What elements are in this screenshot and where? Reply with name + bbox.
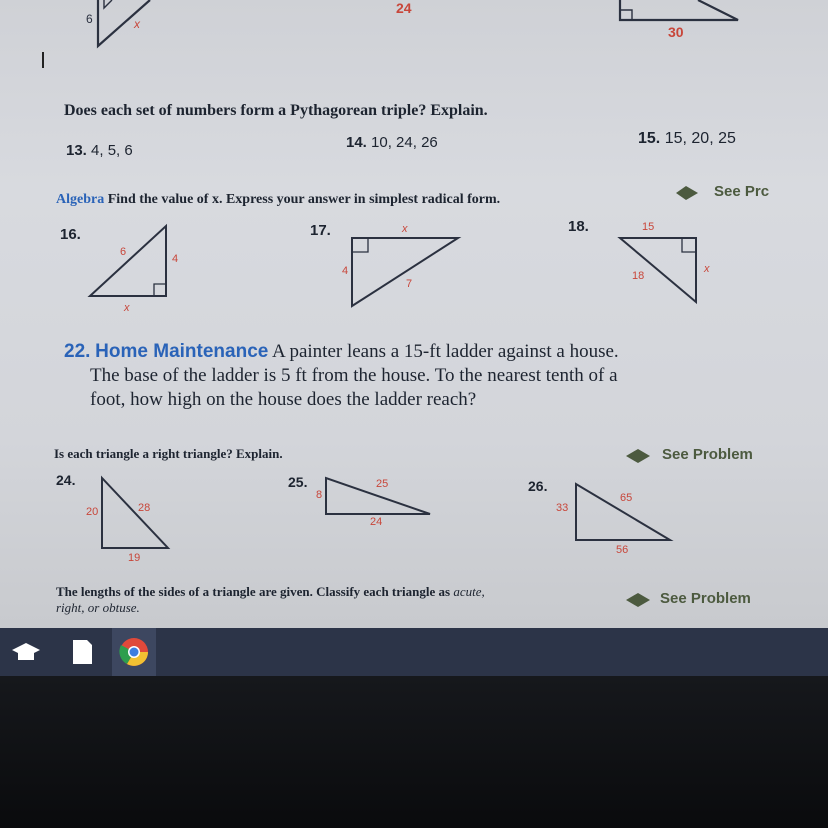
- tri25-label-24: 24: [370, 516, 383, 528]
- right-item-24-number: 24.: [56, 472, 76, 488]
- problem-22-line3: foot, how high on the house does the ladder reach?: [90, 389, 477, 410]
- tri25-label-8: 8: [316, 489, 323, 501]
- tri16-label-x: x: [124, 302, 130, 314]
- tri26-label-56: 56: [616, 544, 629, 556]
- problem-22-line1: A painter leans a 15-ft ladder against a house.: [272, 341, 619, 362]
- top-right-label: 30: [668, 24, 684, 40]
- classify-instruction: The lengths of the sides of a triangle are given. Classify each triangle as acute, right, or obtuse.: [56, 584, 485, 615]
- monitor-bezel: [0, 676, 828, 828]
- right-triangle-heading: Is each triangle a right triangle? Explain.: [54, 446, 283, 461]
- problem-22-topic: Home Maintenance: [95, 341, 269, 362]
- right-triangle-see-problem-link[interactable]: See Problem: [662, 446, 753, 463]
- tri26-label-33: 33: [556, 502, 569, 514]
- top-left-label-6: 6: [86, 12, 93, 26]
- document-button[interactable]: [64, 634, 100, 670]
- tri18-label-18: 18: [632, 270, 645, 282]
- tri16-label-6: 6: [120, 246, 127, 258]
- top-left-label-x: x: [134, 17, 140, 31]
- algebra-item-16-number: 16.: [60, 226, 81, 243]
- chrome-button[interactable]: [112, 628, 156, 676]
- taskbar: [0, 628, 828, 676]
- pyth-item-15: 15. 15, 20, 25: [638, 130, 736, 147]
- tri24-label-28: 28: [138, 502, 151, 514]
- problem-22-line2: The base of the ladder is 5 ft from the house. To the nearest tenth of a: [90, 365, 618, 386]
- tri17-label-4: 4: [342, 265, 349, 277]
- pyth-item-13: 13. 4, 5, 6: [66, 142, 133, 159]
- problem-22-number: 22.: [64, 341, 91, 362]
- algebra-see-problem-link[interactable]: See Prc: [714, 183, 770, 200]
- document-icon: [64, 634, 100, 670]
- tri17-label-x: x: [402, 223, 408, 235]
- algebra-tag: Algebra: [56, 192, 105, 207]
- pyth-item-14: 14. 10, 24, 26: [346, 134, 438, 151]
- tri16-label-4: 4: [172, 253, 179, 265]
- tri24-label-19: 19: [128, 552, 141, 564]
- right-item-25-number: 25.: [288, 474, 308, 490]
- classroom-icon: [8, 634, 44, 670]
- tri25-label-25: 25: [376, 478, 389, 490]
- classroom-button[interactable]: [8, 634, 44, 670]
- tri18-label-x: x: [704, 263, 710, 275]
- text-cursor: [42, 52, 44, 68]
- chrome-icon: [112, 628, 156, 676]
- algebra-instruction-line: [56, 192, 500, 208]
- top-middle-label: 24: [396, 0, 412, 16]
- algebra-item-17-number: 17.: [310, 222, 331, 239]
- tri24-label-20: 20: [86, 506, 99, 518]
- right-item-26-number: 26.: [528, 478, 548, 494]
- tri17-label-7: 7: [406, 278, 413, 290]
- pyth-heading: Does each set of numbers form a Pythagorean triple? Explain.: [64, 102, 488, 119]
- classify-see-problem-link[interactable]: See Problem: [660, 590, 751, 607]
- tri26-label-65: 65: [620, 492, 633, 504]
- algebra-item-18-number: 18.: [568, 218, 589, 235]
- algebra-instruction: Find the value of x. Express your answer in simplest radical form.: [107, 192, 501, 207]
- problem-22: [64, 340, 619, 412]
- tri18-label-15: 15: [642, 221, 655, 233]
